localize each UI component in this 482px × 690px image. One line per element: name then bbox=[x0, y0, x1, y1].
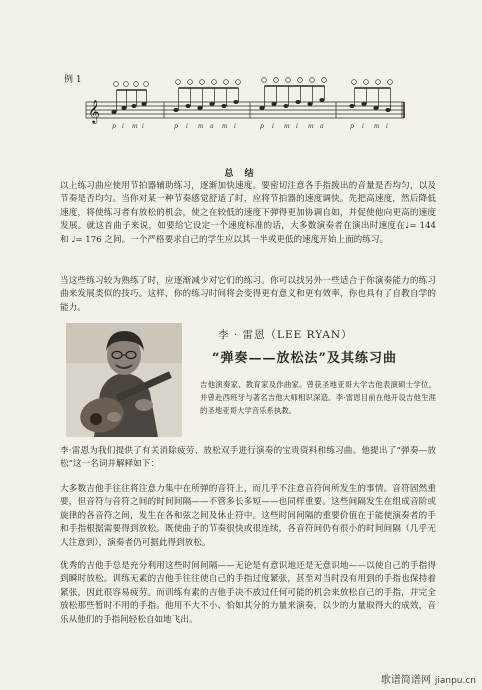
author-intro: 吉他演奏家、教育家及作曲家。曾获圣地亚哥大学吉他表演硕士学位，并曾赴西班牙与著名吉他大师相识深造。李·雷恩目前在他开设吉他生涯的圣地亚哥大学音乐系执教。 bbox=[200, 380, 436, 415]
article-title: “弹奏——放松法”及其练习曲 bbox=[212, 351, 397, 366]
svg-text:p: p bbox=[112, 123, 116, 130]
svg-text:a: a bbox=[210, 123, 214, 130]
svg-text:i: i bbox=[386, 123, 388, 130]
music-example-staff bbox=[64, 76, 424, 146]
svg-text:i: i bbox=[122, 123, 124, 130]
svg-text:i: i bbox=[296, 123, 298, 130]
author-photo bbox=[66, 323, 182, 437]
watermark-site-name: 歌谱简谱网 bbox=[380, 675, 431, 686]
svg-text:p: p bbox=[174, 123, 178, 130]
svg-text:m: m bbox=[222, 123, 228, 130]
svg-text:p: p bbox=[260, 123, 264, 130]
watermark bbox=[381, 671, 476, 686]
guitarist-portrait-image bbox=[66, 323, 182, 437]
svg-text:p: p bbox=[350, 123, 354, 130]
author-name: 李 · 雷恩（LEE RYAN） bbox=[218, 329, 353, 341]
svg-text:𝄞: 𝄞 bbox=[88, 99, 100, 123]
svg-text:i: i bbox=[272, 123, 274, 130]
paragraph-summary-2: 当这些练习较为熟练了时，应逐渐减少对它们的练习。你可以找另外一些适合于你演奏能力的练习曲来发展类似的技巧。这样，你的练习时间将会变得更有意义和更有效率，你也具有了自教自学的能力。 bbox=[60, 276, 436, 313]
section-heading: 总 结 bbox=[224, 169, 258, 179]
svg-text:i: i bbox=[142, 123, 144, 130]
svg-text:i: i bbox=[234, 123, 236, 130]
example-label: 例 1 bbox=[64, 75, 82, 85]
svg-text:m: m bbox=[198, 123, 204, 130]
svg-text:m: m bbox=[284, 123, 290, 130]
svg-text:m: m bbox=[308, 123, 314, 130]
svg-text:a: a bbox=[320, 123, 324, 130]
watermark-url: jianpu.cn bbox=[434, 676, 476, 686]
paragraph-summary-1: 以上练习曲应使用节拍器辅助练习，逐渐加快速度。要密切注意各手指拨出的音量是否均匀，以及节奏是否均匀。当你对某一种节奏感觉舒适了时，应将节拍器的速度调快。先把高速度，然后降低速度，将使练习者有放松的机会，使之在较低的速度下弹得更加协调自如，并促使他向更高的速度发展。就这首曲子来说，如要给它设定一个速度标准的话，大多数演奏者在演出时速度在♩= 144 和 ♩= 176 之间。一个严格要求自己的学生应以其一半或更低的速度开始上面的练习。 bbox=[60, 181, 436, 245]
paragraph-body-1: 大多数吉他手往往将注意力集中在所弹的音符上，而几乎不注意音符间所发生的事情。音符固然重要，但音符与音符之间的时间间隔——不管多长多短——也同样重要。这些间隔发生在组成音阶或旋律的各音符之间，发生在各和弦之间及休止符中。这些时间间隔的重要价值在于能使演奏者的手和手指根据需要得到放松。既使曲子的节奏很快或很连续，各音符间仍有很小的时间间隔（几乎无人注意到），演奏者仍可据此得到放松。 bbox=[60, 484, 436, 548]
svg-text:m: m bbox=[132, 123, 138, 130]
svg-text:m: m bbox=[374, 123, 380, 130]
svg-text:i: i bbox=[186, 123, 188, 130]
paragraph-lead: 李·雷恩为我们提供了有关消除疲劳、放松双手进行演奏的宝贵资料和练习曲。他提出了“弹奏—放松”这一名词并解释如下： bbox=[60, 446, 436, 470]
paragraph-body-2: 优秀的吉他手总是充分利用这些时间间隔——无论是有意识地还是无意识地——以使自己的手指得到瞬时放松。训练无素的吉他手往往使自己的手指过度紧张，甚至对当时没有用到的手指也保持着紧张，因此很容易疲劳。而训练有素的吉他手决不放过任何可能的机会来放松自己的手指，并完全放松那些暂时不用的手指。他用不大不小、恰如其分的力量来演奏，以少的力量取得大的成效，音乐从他们的手指间轻松自如地飞出。 bbox=[60, 561, 436, 625]
svg-text:i: i bbox=[362, 123, 364, 130]
